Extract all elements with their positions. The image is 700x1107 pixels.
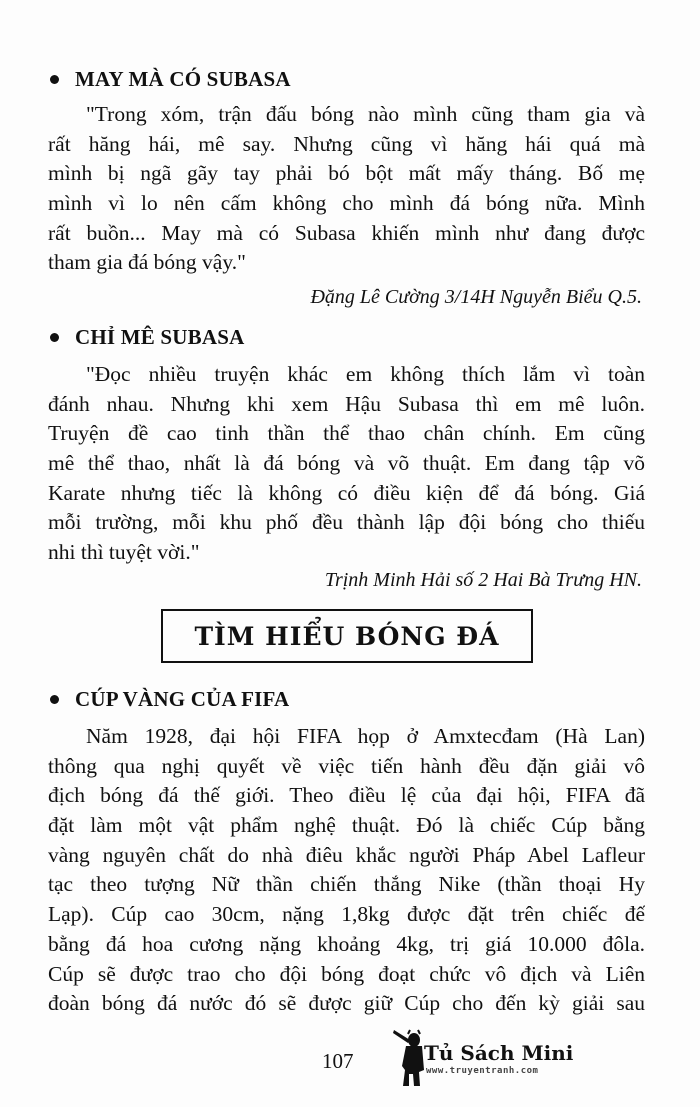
body-line: đoàn bóng đá nước đó sẽ được giữ Cúp cho đến kỳ giải sau (48, 991, 645, 1016)
boxed-heading-title: TÌM HIỂU BÓNG ĐÁ (194, 621, 500, 651)
body-line: nhi thì tuyệt vời." (48, 540, 200, 565)
body-line: rất hăng hái, mê say. Nhưng cũng vì hăng hái quá mà (48, 131, 645, 156)
section-title: CHỈ MÊ SUBASA (75, 325, 245, 349)
body-line: Lạp). Cúp cao 30cm, nặng 1,8kg được đặt trên chiếc đế (48, 902, 645, 927)
body-line: thông qua nghị quyết về việc tiến hành đều đặn giải vô (48, 753, 645, 778)
section-body (48, 722, 645, 1019)
body-line: mê thể thao, nhất là đá bóng và võ thuật. Em đang tập võ (48, 451, 645, 476)
body-line: mỗi trường, mỗi khu phố đều thành lập đội bóng cho thiếu (48, 510, 645, 535)
body-line: mình bị ngã gãy tay phải bó bột mất mấy tháng. Bố mẹ (48, 161, 645, 186)
bullet-icon (50, 695, 59, 704)
section-body (48, 360, 645, 568)
body-line: Truyện đề cao tinh thần thể thao chân chính. Em cũng (48, 421, 645, 446)
body-line: Karate nhưng tiếc là không có điều kiện để đá bóng. Giá (48, 480, 645, 505)
section-title: CÚP VÀNG CỦA FIFA (75, 687, 290, 711)
section-heading (50, 322, 244, 352)
body-line: đánh nhau. Nhưng khi xem Hậu Subasa thì em mê luôn. (48, 391, 645, 416)
body-line: Năm 1928, đại hội FIFA họp ở Amxtecđam (Hà Lan) (86, 724, 645, 748)
body-line: mình vì lo nên cấm không cho mình đá bóng nữa. Mình (48, 191, 645, 216)
logo-url: www.truyentranh.com (426, 1066, 539, 1076)
bullet-icon (50, 333, 59, 342)
page-number: 107 (322, 1049, 354, 1073)
section-title: MAY MÀ CÓ SUBASA (75, 67, 291, 91)
boxed-heading (161, 609, 533, 663)
body-line: tham gia đá bóng vậy." (48, 250, 246, 275)
body-line: tạc theo tượng Nữ thần chiến thắng Nike (thần thoại Hy (48, 872, 645, 897)
section-heading (50, 684, 289, 714)
section-heading (50, 64, 291, 94)
body-line: bằng đá hoa cương nặng khoảng 4kg, trị giá 10.000 đôla. (48, 931, 645, 956)
publisher-logo (392, 1026, 574, 1090)
logo-title: Tủ Sách Mini (424, 1041, 574, 1065)
body-line: rất buồn... May mà có Subasa khiến mình như đang được (48, 220, 645, 245)
body-line: Cúp sẽ được trao cho đội bóng đoạt chức vô địch và Liên (48, 961, 645, 986)
body-line: "Đọc nhiều truyện khác em không thích lắm vì toàn (86, 362, 645, 386)
section-body (48, 100, 645, 278)
body-line: "Trong xóm, trận đấu bóng nào mình cũng tham gia và (86, 102, 645, 126)
signature: Đặng Lê Cường 3/14H Nguyễn Biểu Q.5. (310, 286, 642, 308)
body-line: đặt làm một vật phẩm nghệ thuật. Đó là chiếc Cúp bằng (48, 813, 645, 838)
bullet-icon (50, 75, 59, 84)
body-line: vàng nguyên chất do nhà điêu khắc người Pháp Abel Lafleur (48, 842, 645, 867)
signature: Trịnh Minh Hải số 2 Hai Bà Trưng HN. (324, 569, 642, 591)
body-line: địch bóng đá thế giới. Theo điều lệ của đại hội, FIFA đã (48, 783, 645, 808)
